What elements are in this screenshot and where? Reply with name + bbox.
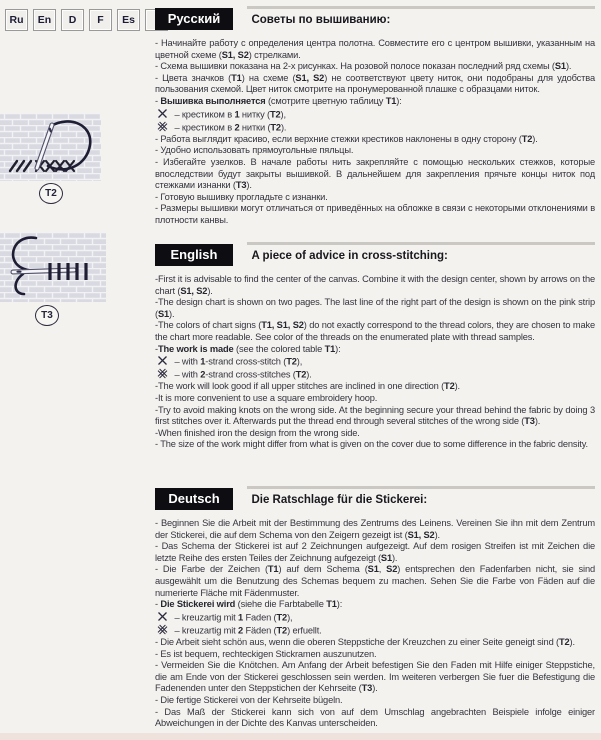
section-title: Die Ratschlage für die Stickerei: [251, 494, 428, 506]
text-line: - Избегайте узелков. В начале работы нить закрепляйте с помощью нескольких стежков, которые впоследствии будут закрыты вышивкой. В дальнейшем для закрепления прячьте концы ниток под стежками изнанки (T3). [155, 156, 595, 191]
diagram-label-text: T2 [45, 188, 57, 199]
text-line: -First it is advisable to find the center of the canvas. Combine it with the design center, shown by arrows on the chart (S1, S2). [155, 274, 595, 296]
section-header [155, 8, 595, 29]
text-line: - Удобно использовать прямоугольные пяльцы. [155, 145, 354, 156]
text-line: – with 2-strand cross-stitches (T2). [155, 368, 595, 381]
section-english [155, 244, 595, 451]
lang-tab-ru: Ru [5, 9, 28, 31]
page-bottom-edge [0, 733, 601, 740]
text-line: - Работа выглядит красиво, если верхние стежки крестиков наклонены в одну сторону (T2). [155, 133, 538, 144]
text-line: - Схема вышивки показана на 2-х рисунках. На розовой полосе показан последний ряд схемы (S1). [155, 61, 572, 72]
section-header [155, 488, 595, 509]
diagram-label-t3 [35, 305, 59, 326]
header-rule [247, 486, 595, 489]
text-line: - Цвета значков (T1) на схеме (S1, S2) не соответствуют цвету ниток, они подобраны для удобства пользования схемой. Цвет ниток смотрите на пронумерованной плашке с образцами ниток. [155, 72, 595, 95]
text-line: - The size of the work might differ from what is given on the cover due to some difference in the fabric density. [155, 439, 588, 450]
text-line: - Vermeiden Sie die Knötchen. Am Anfang der Arbeit befestigen Sie den Faden mit Hilfe einiger Steppstiche, die am Ende von der Stickerei geschlossen sein werden. Im weiteren verbergen Sie fuer die Befestigung die Fadenenden unter den Steppstichen der Kehrseite (T3). [155, 660, 595, 694]
cross-stitch-1-icon [157, 108, 168, 119]
diagram-label-t2 [39, 183, 63, 204]
section-header [155, 244, 595, 265]
text-line: – крестиком в 2 нитки (T2). [155, 121, 595, 134]
lang-tab-en: En [33, 9, 56, 31]
section-body [155, 38, 595, 227]
cross-stitch-technique-diagram [0, 113, 101, 181]
text-line: – крестиком в 1 нитку (T2), [155, 108, 595, 121]
text-line: - Die Farbe der Zeichen (T1) auf dem Schema (S1, S2) entsprechen den Fadenfarben nicht, sie sind ausgewählt um die Benutzung des Schemas bequem zu machen. Sehen Sie die Farbe von Fäden auf die numerierte Fläche mit Fädenmuster. [155, 564, 595, 598]
text-line: -It is more convenient to use a square embroidery hoop. [155, 392, 378, 403]
language-tabs [5, 9, 168, 31]
cross-stitch-1-icon [157, 611, 168, 622]
lang-tab-fr: F [89, 9, 112, 31]
section-language-tab: Deutsch [155, 488, 233, 510]
text-line: - Die Stickerei wird (siehe die Farbtabelle T1): [155, 599, 343, 610]
text-line: - Готовую вышивку прогладьте с изнанки. [155, 191, 328, 202]
text-line: - Вышивка выполняется (смотрите цветную таблицу T1): [155, 95, 402, 106]
diagram-label-text: T3 [41, 310, 53, 321]
text-line: -The design chart is shown on two pages. The last line of the right part of the design is shown on the pink strip (S1). [155, 297, 595, 319]
text-line: - Das Maß der Stickerei kann sich von auf dem Umschlag angebrachten Beispiele infolge einiger Abweichungen in der Dichte des Kanvas unterscheiden. [155, 706, 595, 729]
lang-tab-de: D [61, 9, 84, 31]
header-rule [247, 242, 595, 245]
section-title: Советы по вышиванию: [251, 14, 391, 26]
text-line: – kreuzartig mit 1 Faden (T2), [155, 611, 595, 624]
text-line: - Die fertige Stickerei von der Kehrseite bügeln. [155, 694, 343, 705]
text-line: - Размеры вышивки могут отличаться от приведённых на обложке в связи с некоторыми отклонениями в плотности канвы. [155, 203, 595, 225]
cross-stitch-1-icon [157, 355, 168, 366]
text-line: - Die Arbeit sieht schön aus, wenn die oberen Steppstiche der Kreuzchen zu einer Seite geneigt sind (T2). [155, 636, 575, 647]
cross-stitch-2-icon [157, 624, 168, 635]
text-line: – kreuzartig mit 2 Fäden (T2) erfuellt. [155, 624, 595, 637]
text-line: - Начинайте работу с определения центра полотна. Совместите его с центром вышивки, указанным на цветной схеме (S1, S2) стрелками. [155, 38, 595, 60]
thread-fastening-diagram [0, 232, 106, 302]
section-language-tab: English [155, 244, 233, 266]
cross-stitch-2-icon [157, 368, 168, 379]
text-line: -The work is made (see the colored table T1): [155, 343, 341, 354]
section-title: A piece of advice in cross-stitching: [251, 250, 448, 262]
section-body [155, 274, 595, 451]
text-line: - Das Schema der Stickerei ist auf 2 Zeichnungen aufgezeigt. Auf dem rosigen Streifen ist mit Zeichen die letzte Reihe des ersten Teiles der Zeichnung aufgezeigt (S1). [155, 541, 595, 563]
text-line: - Beginnen Sie die Arbeit mit der Bestimmung des Zentrums des Leinens. Vereinen Sie ihn mit dem Zentrum der Stickerei, die auf dem Schema von den Zeigern gezeigt ist (S1, S2). [155, 518, 595, 540]
text-line: -The work will look good if all upper stitches are inclined in one direction (T2). [155, 381, 460, 392]
cross-stitch-2-icon [157, 121, 168, 132]
lang-tab-es: Es [117, 9, 140, 31]
needle-icon [13, 270, 74, 273]
text-line: - Es ist bequem, rechteckigen Stickramen auszunutzen. [155, 648, 377, 659]
header-rule [247, 6, 595, 9]
text-line: -When finished iron the design from the wrong side. [155, 427, 360, 438]
section-russian [155, 8, 595, 227]
section-language-tab: Русский [155, 8, 233, 30]
section-german [155, 488, 595, 730]
text-line: – with 1-strand cross-stitch (T2), [155, 355, 595, 368]
text-line: -Try to avoid making knots on the wrong side. At the beginning secure your thread behind the fabric by doing 3 first stitches over it. Afterwards put the thread end through several stitches of the wrong side (T3). [155, 404, 595, 427]
text-line: -The colors of chart signs (T1, S1, S2) do not exactly correspond to the thread colors, they are chosen to make the chart more readable. See color of the threads on the enumerated plate with thread samples. [155, 320, 595, 342]
section-body [155, 518, 595, 730]
